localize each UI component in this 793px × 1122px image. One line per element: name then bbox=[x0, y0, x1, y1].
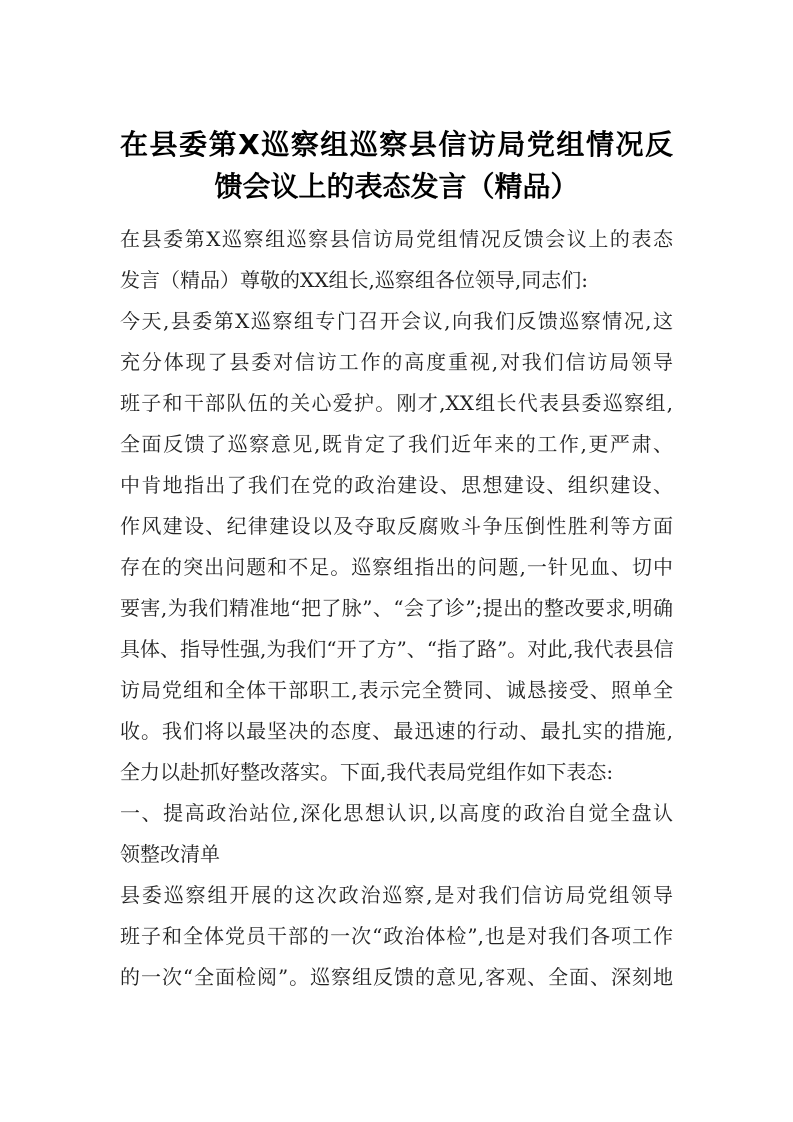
body-text-line: 充分体现了县委对信访工作的高度重视,对我们信访局领导 bbox=[120, 350, 673, 374]
body-text-line: 访局党组和全体干部职工,表示完全赞同、诚恳接受、照单全 bbox=[120, 678, 673, 702]
body-text-line: 全力以赴抓好整改落实。下面,我代表局党组作如下表态: bbox=[120, 760, 614, 784]
body-text-line: 在县委第X巡察组巡察县信访局党组情况反馈会议上的表态 bbox=[120, 227, 673, 251]
body-text-line: 存在的突出问题和不足。巡察组指出的问题,一针见血、切中 bbox=[120, 555, 673, 579]
body-text-line: 中肯地指出了我们在党的政治建设、思想建设、组织建设、 bbox=[120, 473, 673, 497]
body-text-line: 县委巡察组开展的这次政治巡察,是对我们信访局党组领导 bbox=[120, 883, 673, 907]
body-text-line: 具体、指导性强,为我们“开了方”、“指了路”。对此,我代表县信 bbox=[120, 637, 674, 661]
body-text-line: 班子和全体党员干部的一次“政治体检”,也是对我们各项工作 bbox=[120, 924, 673, 948]
body-text-line: 发言（精品）尊敬的XX组长,巡察组各位领导,同志们: bbox=[120, 268, 588, 292]
document-title bbox=[120, 124, 673, 208]
body-text-line: 要害,为我们精准地“把了脉”、“会了诊”;提出的整改要求,明确 bbox=[120, 596, 673, 620]
body-text-line: 作风建设、纪律建设以及夺取反腐败斗争压倒性胜利等方面 bbox=[120, 514, 673, 538]
body-text-line: 收。我们将以最坚决的态度、最迅速的行动、最扎实的措施, bbox=[120, 719, 673, 743]
body-text-line: 班子和干部队伍的关心爱护。刚才,XX组长代表县委巡察组, bbox=[120, 391, 673, 415]
body-text-line: 的一次“全面检阅”。巡察组反馈的意见,客观、全面、深刻地 bbox=[120, 965, 673, 989]
body-text-line: 今天,县委第X巡察组专门召开会议,向我们反馈巡察情况,这 bbox=[120, 309, 673, 333]
body-text-line: 领整改清单 bbox=[120, 842, 220, 866]
title-line-2: 馈会议上的表态发言（精品） bbox=[214, 170, 579, 203]
body-text-line: 一、提高政治站位,深化思想认识,以高度的政治自觉全盘认 bbox=[120, 801, 673, 825]
document-body bbox=[120, 219, 673, 998]
body-text-line: 全面反馈了巡察意见,既肯定了我们近年来的工作,更严肃、 bbox=[120, 432, 673, 456]
title-line-1: 在县委第X巡察组巡察县信访局党组情况反 bbox=[120, 128, 673, 161]
